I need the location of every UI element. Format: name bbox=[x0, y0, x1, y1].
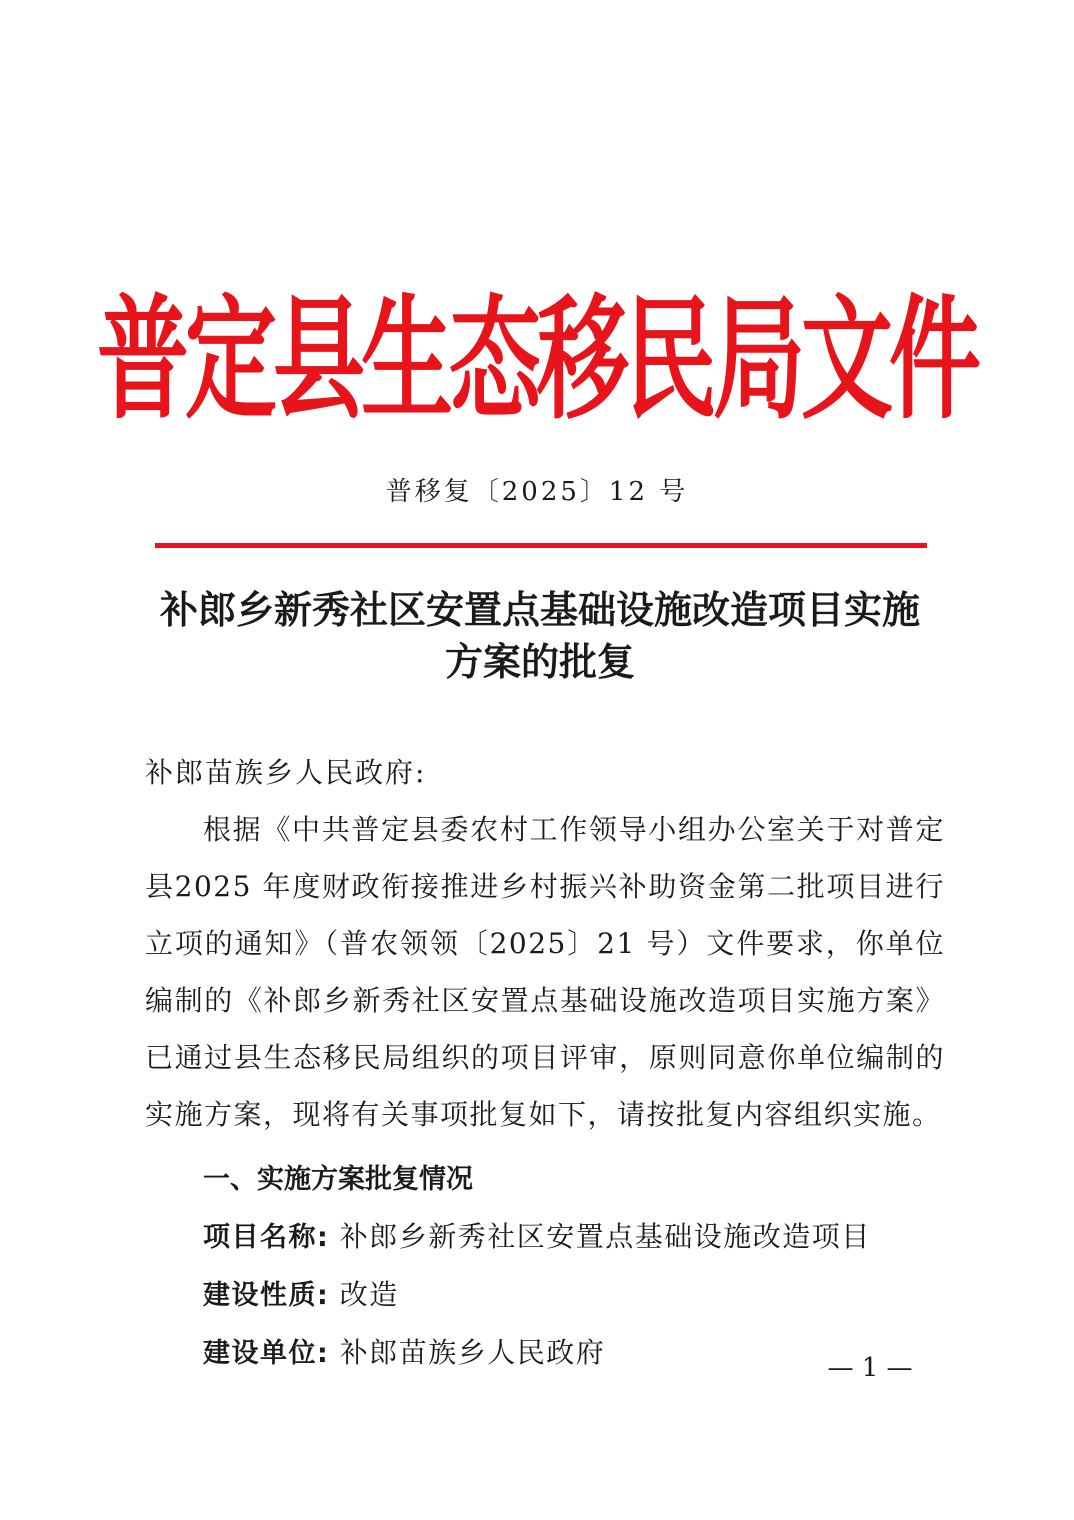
page-number: — 1 — bbox=[827, 1353, 913, 1383]
document-title-line1: 补郎乡新秀社区安置点基础设施改造项目实施 bbox=[159, 587, 920, 632]
red-divider-line bbox=[155, 543, 927, 548]
document-number: 普移复〔2025〕12 号 bbox=[385, 477, 689, 507]
body-paragraph: 根据《中共普定县委农村工作领导小组办公室关于对普定县2025 年度财政衔接推进乡村振兴补助资金第二批项目进行立项的通知》（普农领领〔2025〕21 号）文件要求，你单位编制的《补郎乡新秀社区安置点基础设施改造项目实施方案》已通过县生态移民局组织的项目评审，原则同意你单位编制的实施方案，现将有关事项批复如下，请按批复内容组织实施。 bbox=[145, 813, 945, 1131]
field-label: 项目名称: bbox=[203, 1222, 330, 1253]
field-value: 补郎苗族乡人民政府 bbox=[339, 1336, 606, 1369]
addressee: 补郎苗族乡人民政府: bbox=[145, 756, 427, 789]
masthead-title: 普定县生态移民局文件 bbox=[96, 282, 977, 438]
document-title-line2: 方案的批复 bbox=[444, 639, 635, 684]
section-heading: 一、实施方案批复情况 bbox=[203, 1164, 473, 1195]
field-value: 补郎乡新秀社区安置点基础设施改造项目 bbox=[339, 1220, 871, 1253]
document-body bbox=[145, 744, 945, 1382]
field-label: 建设单位: bbox=[203, 1338, 330, 1369]
field-value: 改造 bbox=[339, 1278, 399, 1311]
field-project-name bbox=[203, 1208, 945, 1266]
field-construction-nature bbox=[203, 1266, 945, 1324]
field-label: 建设性质: bbox=[203, 1280, 330, 1311]
document-title bbox=[140, 584, 940, 688]
